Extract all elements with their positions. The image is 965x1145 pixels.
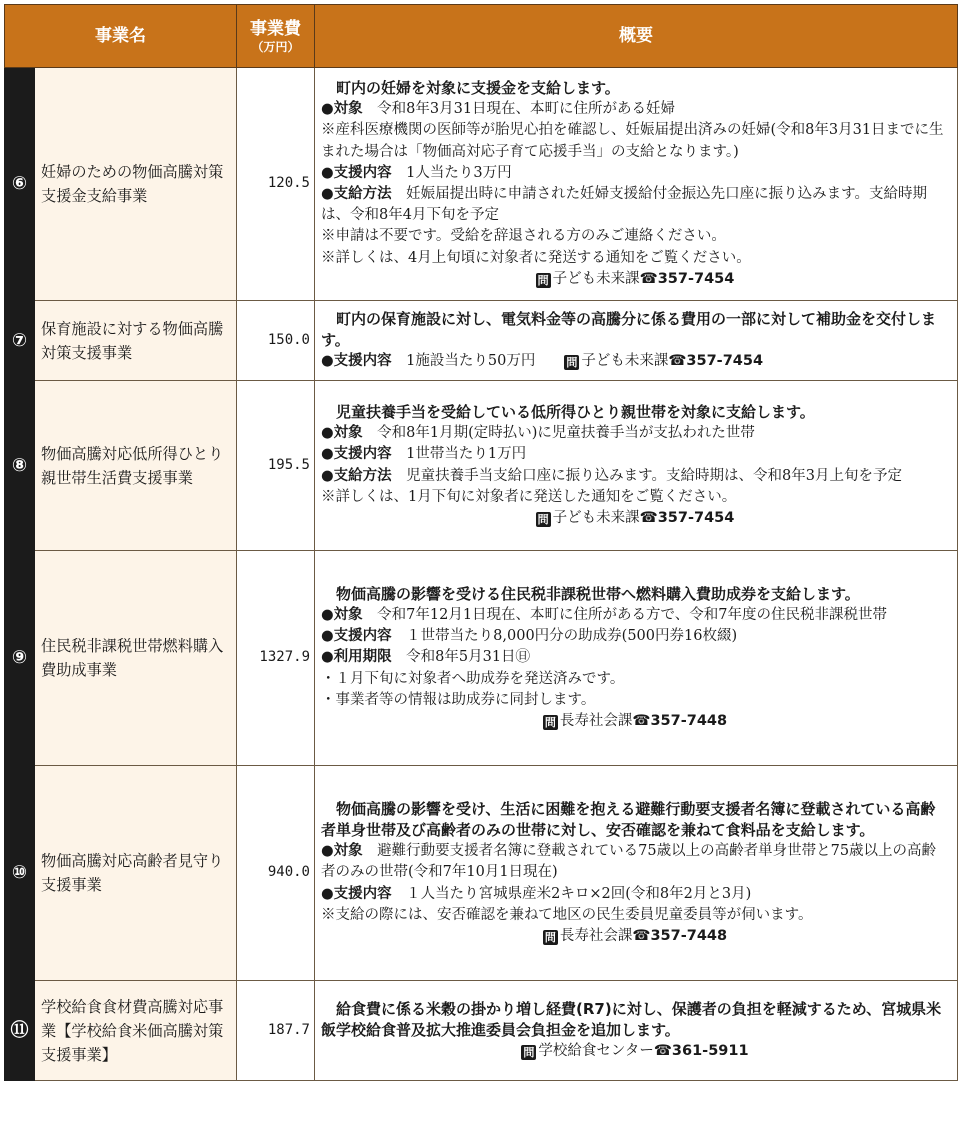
table-row [5, 68, 958, 301]
phone-icon: ☎ [653, 1043, 672, 1060]
project-name: 学校給食食材費高騰対応事業【学校給食米価高騰対策支援事業】 [35, 981, 237, 1081]
table-header-row [5, 5, 958, 68]
project-name: 住民税非課税世帯燃料購入費助成事業 [35, 551, 237, 766]
project-name: 物価高騰対応低所得ひとり親世帯生活費支援事業 [35, 381, 237, 551]
phone-icon: ☎ [632, 928, 651, 944]
header-project-cost: 事業費 （万円） [237, 5, 315, 68]
contact-info: 問 長寿社会課☎357-7448 [544, 713, 728, 729]
project-cost: 1327.9 [237, 551, 315, 766]
project-name: 保育施設に対する物価高騰対策支援事業 [35, 301, 237, 381]
project-overview: 物価高騰の影響を受ける住民税非課税世帯へ燃料購入費助成券を支給します。 ●対象 令和7年12月1日現在、本町に住所がある方で、令和7年度の住民税非課税世帯 ●支援内容 １世帯当たり8,000円分の助成券(500円券16枚綴) ●利用期限 令和8年5月31日㊐ ・１月下旬に対象者へ助成券を発送済みです。 ・事業者等の情報は助成券に同封します。 問 長寿社会課☎357-7448 [315, 551, 958, 766]
table-row [5, 981, 958, 1081]
phone-icon: ☎ [668, 353, 687, 370]
phone-icon: ☎ [632, 713, 651, 729]
row-number: ⑥ [5, 68, 35, 301]
phone-icon: ☎ [639, 509, 658, 526]
overview-lead: 給食費に係る米穀の掛かり増し経費(R7)に対し、保護者の負担を軽減するため、宮城県米飯学校給食普及拡大推進委員会負担金を追加します。 [321, 999, 942, 1039]
header-overview: 概要 [315, 5, 958, 68]
overview-lead: 町内の保育施設に対し、電気料金等の高騰分に係る費用の一部に対して補助金を交付します。 [321, 309, 937, 349]
contact-info: 問 長寿社会課☎357-7448 [544, 928, 728, 944]
overview-lead: 町内の妊婦を対象に支援金を支給します。 [336, 78, 620, 97]
project-cost: 940.0 [237, 766, 315, 981]
inquiry-icon: 問 [523, 1046, 535, 1060]
inquiry-icon: 問 [537, 273, 549, 287]
project-overview: 児童扶養手当を受給している低所得ひとり親世帯を対象に支給します。 ●対象 令和8年1月期(定時払い)に児童扶養手当が支払われた世帯 ●支援内容 1世帯当たり1万円 ●支給方法 児童扶養手当支給口座に振り込みます。支給時期は、令和8年3月上旬を予定 ※詳しくは、1月下旬に対象者に発送した通知をご覧ください。 問 子ども未来課☎357-7454 [315, 381, 958, 551]
table-row [5, 381, 958, 551]
project-name: 妊婦のための物価高騰対策支援金支給事業 [35, 68, 237, 301]
row-number: ⑦ [5, 301, 35, 381]
project-name: 物価高騰対応高齢者見守り支援事業 [35, 766, 237, 981]
table-row [5, 301, 958, 381]
project-overview: 町内の保育施設に対し、電気料金等の高騰分に係る費用の一部に対して補助金を交付します。 ●支援内容 1施設当たり50万円 問 子ども未来課☎357-7454 [315, 301, 958, 381]
project-overview [315, 981, 958, 1081]
inquiry-icon: 問 [544, 716, 556, 729]
project-cost: 150.0 [237, 301, 315, 381]
project-overview: 町内の妊婦を対象に支援金を支給します。 ●対象 令和8年3月31日現在、本町に住所がある妊婦 ※産科医療機関の医師等が胎児心拍を確認し、妊娠届提出済みの妊婦(令和8年3月31日までに生まれた場合は「物価高対応子育て応援手当」の支給となります。) ●支援内容 1人当たり3万円 ●支給方法 妊娠届提出時に申請された妊婦支援給付金振込先口座に振り込みます。支給時期は、令和8年4月下旬を予定 ※申請は不要です。受給を辞退される方のみご連絡ください。 ※詳しくは、4月上旬頃に対象者に発送する通知をご覧ください。 問 子ども未来課☎357-7454 [315, 68, 958, 301]
overview-lead: 物価高騰の影響を受け、生活に困難を抱える避難行動要支援者名簿に登載されている高齢者単身世帯及び高齢者のみの世帯に対し、安否確認を兼ねて食料品を支給します。 [321, 799, 936, 839]
project-cost: 187.7 [237, 981, 315, 1081]
project-cost: 120.5 [237, 68, 315, 301]
contact-info: 問 子ども未来課☎357-7454 [537, 509, 735, 526]
table-row [5, 551, 958, 766]
contact-info: 問 子ども未来課☎357-7454 [537, 270, 735, 287]
project-cost: 195.5 [237, 381, 315, 551]
row-number: ⑩ [5, 766, 35, 981]
row-number: ⑧ [5, 381, 35, 551]
row-number: ⑪ [5, 981, 35, 1081]
overview-lead: 児童扶養手当を受給している低所得ひとり親世帯を対象に支給します。 [336, 402, 815, 421]
header-project-name: 事業名 [5, 5, 237, 68]
inquiry-icon: 問 [537, 512, 549, 526]
inquiry-icon: 問 [544, 931, 556, 944]
phone-icon: ☎ [639, 270, 658, 287]
row-number: ⑨ [5, 551, 35, 766]
inquiry-icon: 問 [566, 356, 578, 370]
contact-info: 問 学校給食センター☎361-5911 [523, 1043, 749, 1060]
table-row [5, 766, 958, 981]
project-overview: 物価高騰の影響を受け、生活に困難を抱える避難行動要支援者名簿に登載されている高齢者単身世帯及び高齢者のみの世帯に対し、安否確認を兼ねて食料品を支給します。 ●対象 避難行動要支援者名簿に登載されている75歳以上の高齢者単身世帯と75歳以上の高齢者のみの世帯(令和7年10月1日現在) ●支援内容 １人当たり宮城県産米2キロ×2回(令和8年2月と3月) ※支給の際には、安否確認を兼ねて地区の民生委員児童委員等が伺います。 問 長寿社会課☎357-7448 [315, 766, 958, 981]
project-table [4, 4, 958, 1081]
overview-lead: 物価高騰の影響を受ける住民税非課税世帯へ燃料購入費助成券を支給します。 [336, 584, 860, 603]
project-table-container [4, 4, 961, 1081]
